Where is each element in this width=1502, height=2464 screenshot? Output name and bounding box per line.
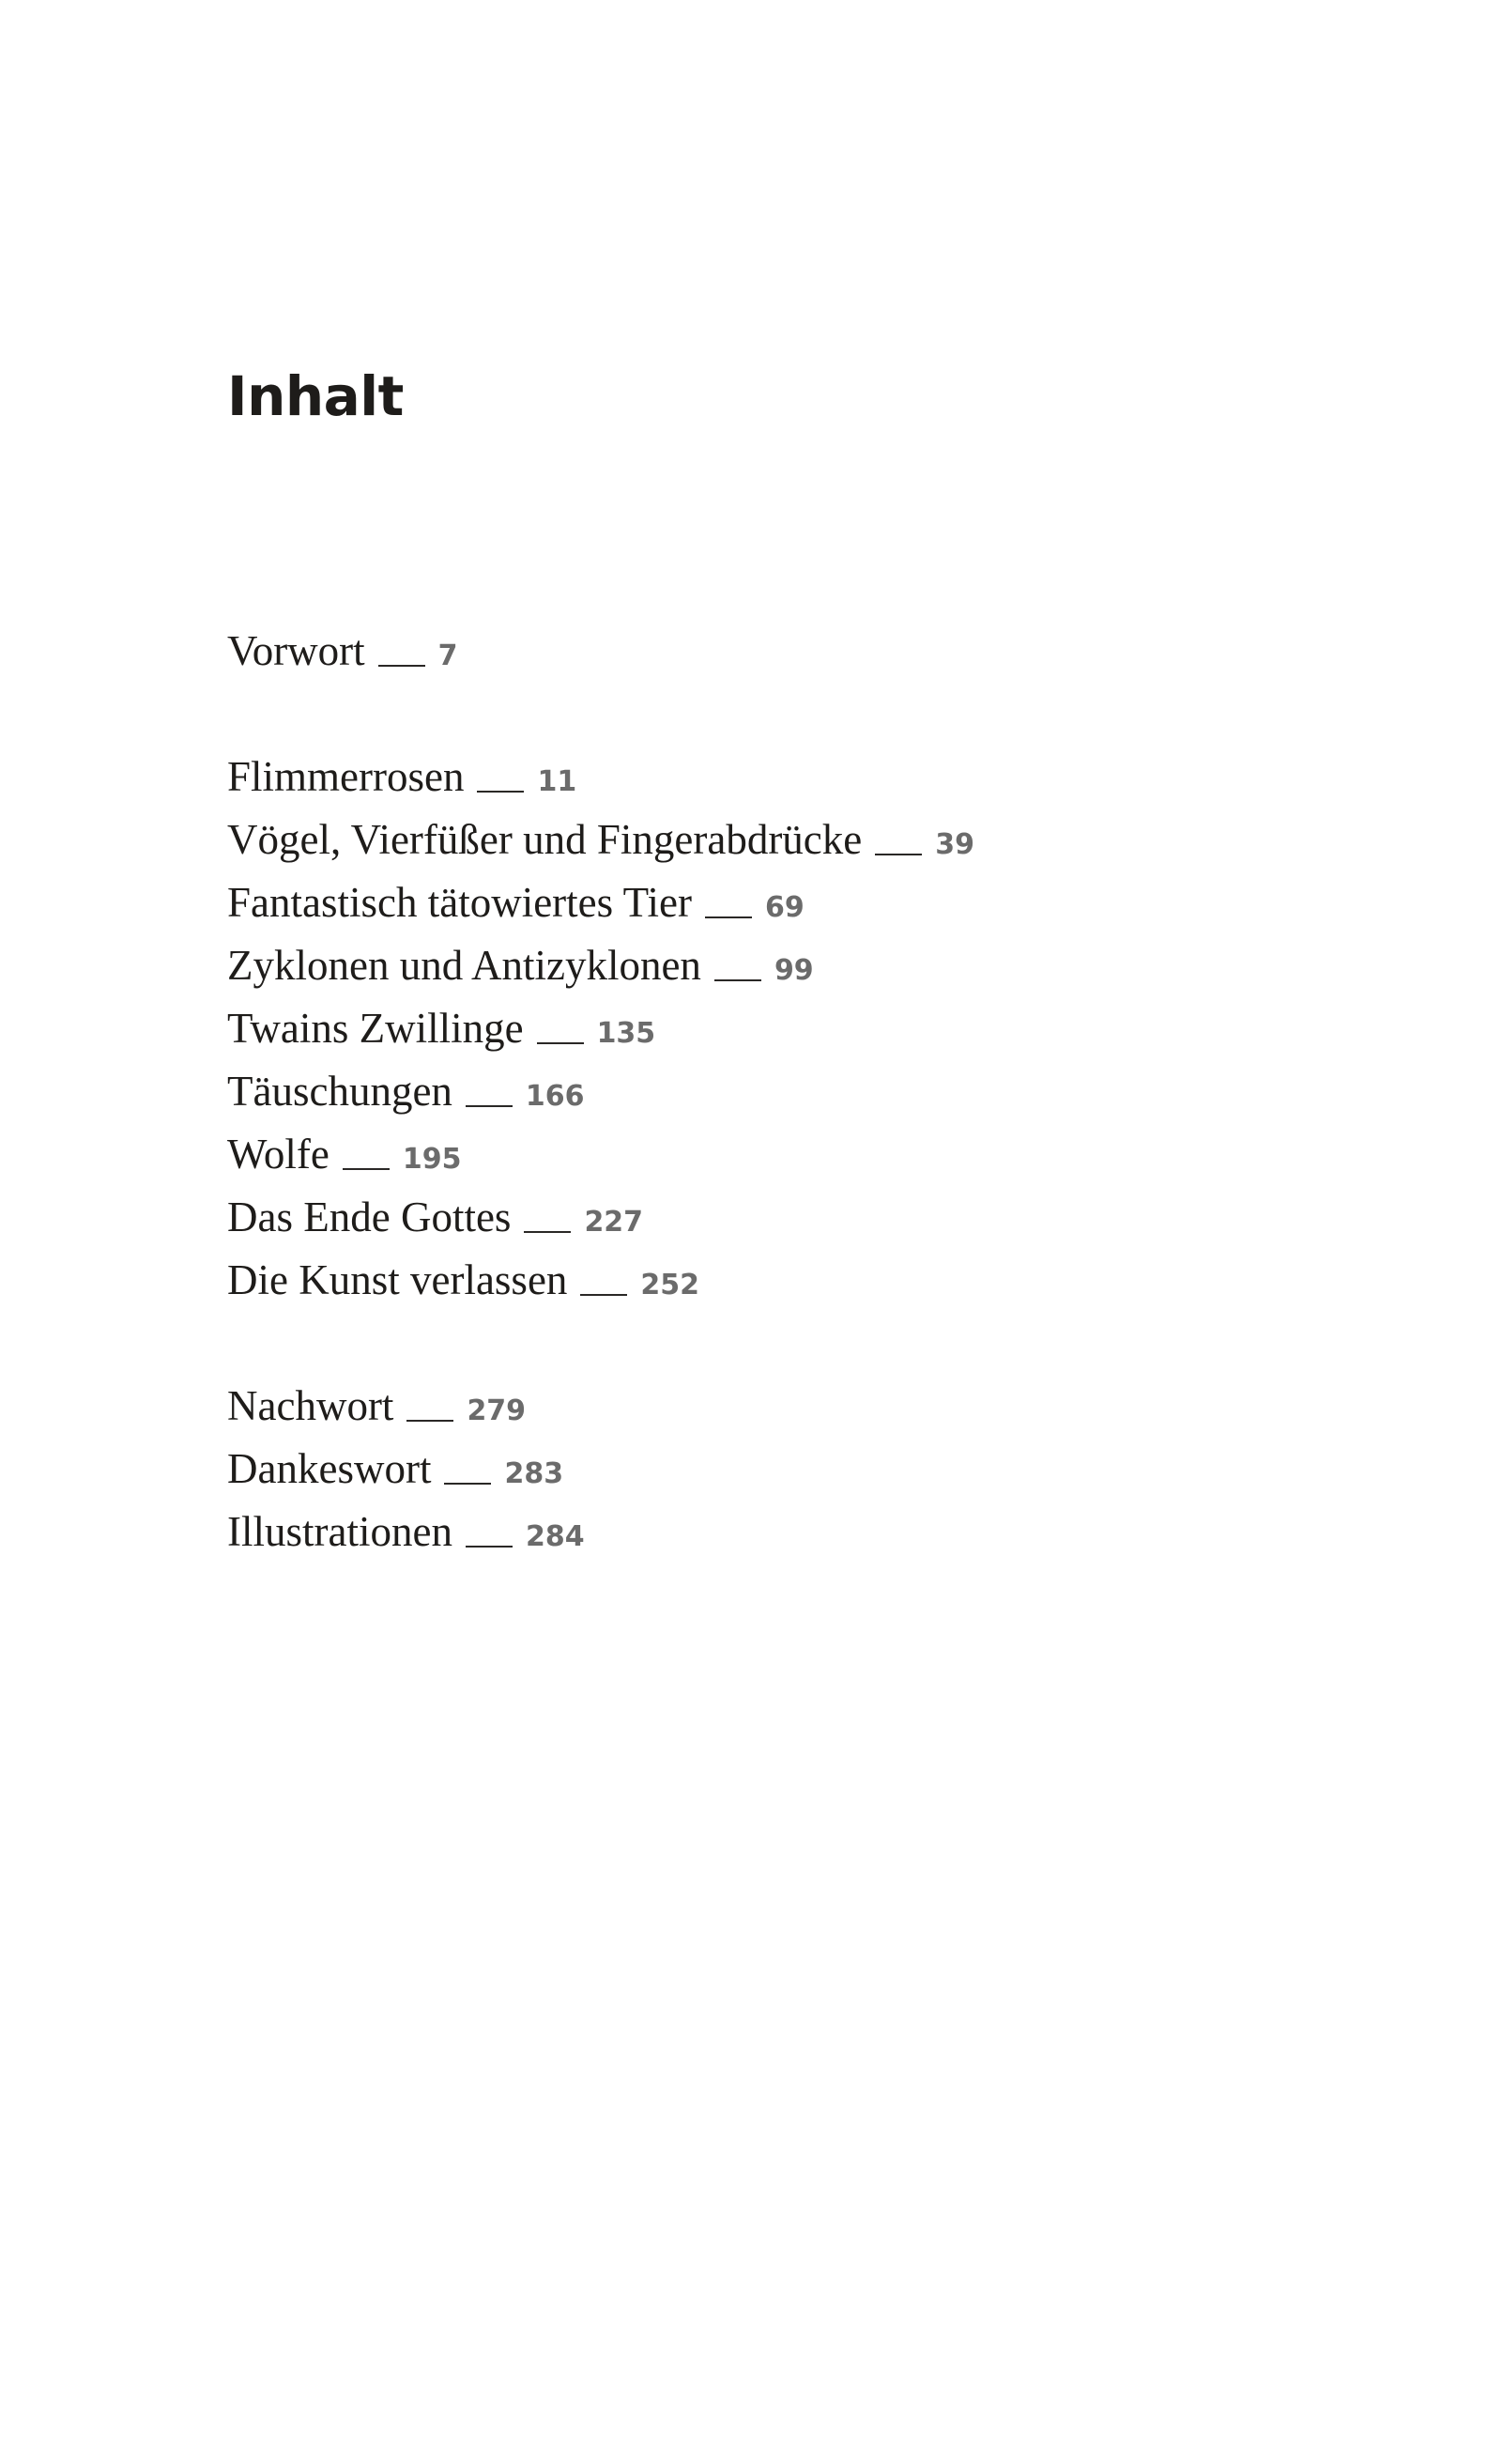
toc-leader-line	[466, 1105, 513, 1107]
toc-entry	[227, 1501, 585, 1563]
toc-entry-page-number: 99	[774, 954, 814, 987]
toc-leader-line	[466, 1546, 513, 1548]
toc-entry-title: Nachwort	[227, 1382, 394, 1429]
toc-entry-page-number: 135	[596, 1017, 656, 1050]
toc-entry-page-number: 69	[764, 891, 805, 924]
toc-entry	[227, 934, 974, 997]
toc-entry	[227, 1060, 974, 1123]
toc-entry	[227, 1438, 585, 1501]
toc-leader-line	[875, 854, 922, 855]
toc-entry-page-number: 11	[537, 765, 577, 798]
toc-entry	[227, 1186, 974, 1249]
toc-entry	[227, 620, 458, 683]
toc-entry-title: Flimmerrosen	[227, 753, 465, 800]
toc-entry	[227, 1249, 974, 1312]
toc-leader-line	[524, 1231, 571, 1233]
toc-leader-line	[343, 1168, 390, 1170]
toc-entry-title: Illustrationen	[227, 1508, 452, 1555]
toc-entry-page-number: 284	[525, 1520, 585, 1553]
toc-entry-title: Die Kunst verlassen	[227, 1256, 568, 1303]
toc-leader-line	[580, 1294, 627, 1296]
toc-entry	[227, 746, 974, 808]
toc-entry-title: Wolfe	[227, 1131, 330, 1178]
toc-entry-title: Dankeswort	[227, 1445, 432, 1492]
toc-entry-page-number: 227	[584, 1206, 644, 1239]
toc-entry	[227, 1123, 974, 1186]
toc-group-back-matter	[227, 1375, 585, 1563]
toc-entry	[227, 808, 974, 871]
toc-leader-line	[378, 665, 425, 667]
toc-entry-title: Täuschungen	[227, 1068, 452, 1115]
toc-entry-title: Zyklonen und Antizyklonen	[227, 942, 701, 989]
toc-entry-page-number: 279	[467, 1394, 527, 1427]
toc-leader-line	[477, 791, 524, 793]
toc-entry-title: Vögel, Vierfüßer und Fingerabdrücke	[227, 816, 863, 863]
toc-group-chapters	[227, 746, 974, 1312]
toc-entry	[227, 1375, 585, 1438]
toc-entry-title: Vorwort	[227, 627, 365, 674]
toc-entry-page-number: 7	[437, 639, 458, 672]
toc-entry-page-number: 39	[935, 828, 975, 861]
toc-leader-line	[705, 916, 752, 918]
toc-entry-page-number: 195	[402, 1143, 462, 1176]
page-title: Inhalt	[227, 364, 404, 428]
toc-leader-line	[714, 979, 761, 981]
toc-entry-page-number: 166	[525, 1080, 585, 1113]
toc-entry-page-number: 283	[504, 1457, 564, 1490]
toc-leader-line	[406, 1420, 453, 1422]
toc-entry-title: Das Ende Gottes	[227, 1194, 512, 1240]
toc-entry	[227, 997, 974, 1060]
toc-entry-title: Twains Zwillinge	[227, 1005, 524, 1052]
toc-entry-title: Fantastisch tätowiertes Tier	[227, 879, 692, 926]
toc-leader-line	[444, 1483, 491, 1485]
toc-group-front-matter	[227, 620, 458, 683]
toc-entry	[227, 871, 974, 934]
toc-leader-line	[537, 1042, 584, 1044]
toc-entry-page-number: 252	[640, 1269, 700, 1301]
